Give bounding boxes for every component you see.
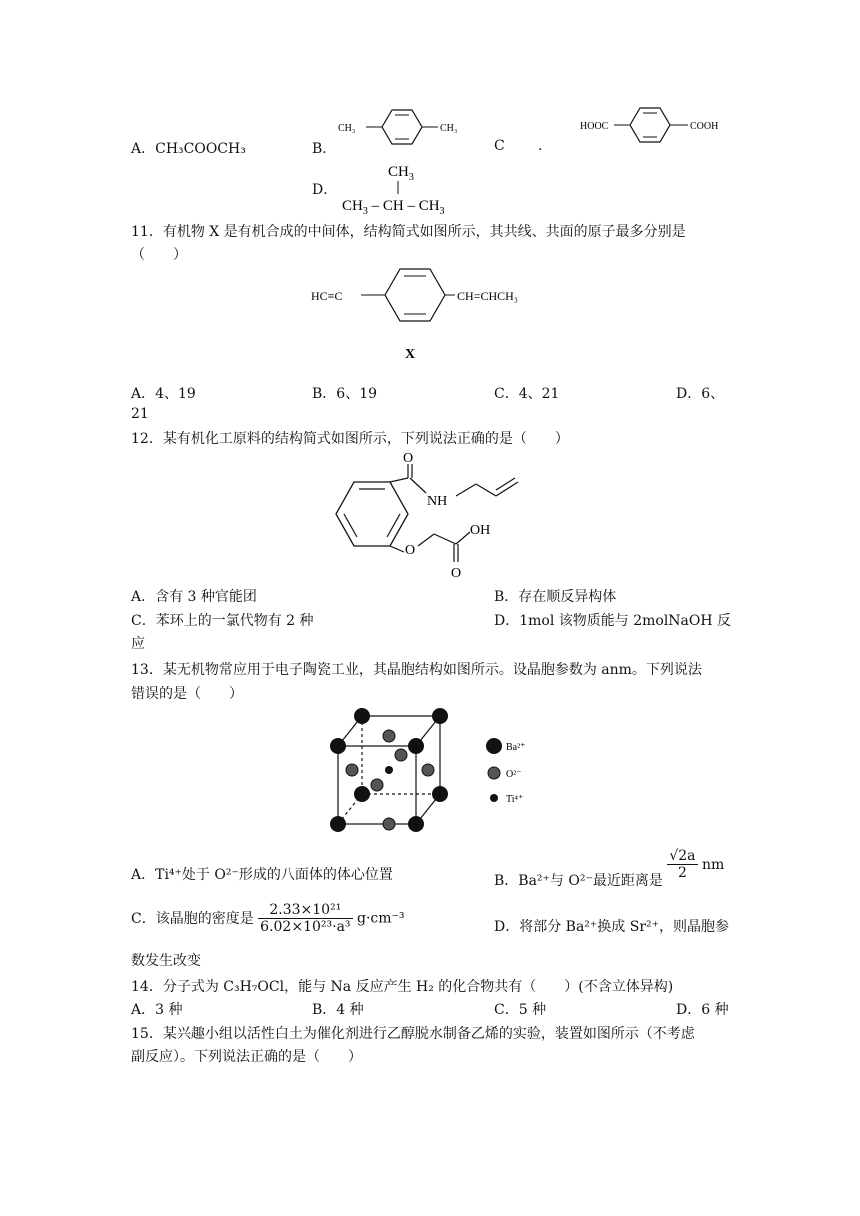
q13-b-fraction bbox=[667, 848, 697, 881]
q13-c-denominator: 6.02×10²³·a³ bbox=[260, 919, 351, 935]
q13-option-d-wrap: 数发生改变 bbox=[131, 953, 201, 969]
q13-b-text: B．Ba²⁺与 O²⁻最近距离是 bbox=[494, 872, 663, 889]
c-right-group: COOH bbox=[690, 121, 719, 132]
svg-text:CH3 – CH – CH3: $CH_3$ – CH – $CH_3$ bbox=[342, 198, 445, 216]
atom-o-ether: O bbox=[405, 543, 416, 558]
q13-c-unit: g·cm⁻³ bbox=[356, 910, 405, 927]
q11-stem-line2: （ ） bbox=[131, 247, 187, 263]
q10-option-c-structure bbox=[578, 100, 738, 150]
q10-option-b-label: B． bbox=[312, 141, 337, 157]
q13-c-text: C．该晶胞的密度是 bbox=[131, 910, 254, 927]
legend-ba: Ba²⁺ bbox=[506, 742, 526, 753]
q12-option-c: C．苯环上的一氯代物有 2 种 bbox=[131, 613, 314, 629]
atom-nh: NH bbox=[427, 494, 448, 509]
q12-option-b: B．存在顺反异构体 bbox=[494, 589, 617, 605]
d-ch-b: CH bbox=[382, 198, 404, 214]
legend-ti: Ti⁴⁺ bbox=[506, 794, 524, 805]
d-sub-a: 3 bbox=[362, 206, 368, 216]
q13-stem-line2: 错误的是（ ） bbox=[131, 686, 243, 702]
q12-structure bbox=[320, 444, 540, 584]
q12-option-d-wrap: 应 bbox=[131, 636, 145, 652]
q13-b-numerator: √2a bbox=[669, 848, 696, 864]
b-right-group: CH₃ bbox=[440, 123, 458, 134]
d-ch-c: CH bbox=[418, 198, 440, 214]
q10-option-a: A．CH₃COOCH₃ bbox=[131, 141, 246, 157]
b-left-group: CH₃ bbox=[338, 123, 356, 134]
c-left-group: HOOC bbox=[580, 121, 609, 132]
q14-option-a: A．3 种 bbox=[131, 1002, 183, 1018]
q13-c-fraction bbox=[258, 902, 352, 935]
q11-option-c: C．4、21 bbox=[494, 386, 560, 402]
q13-crystal-cell bbox=[322, 700, 542, 842]
q10-option-d-label: D． bbox=[312, 182, 338, 198]
q12-stem: 12．某有机化工原料的结构简式如图所示，下列说法正确的是（ ） bbox=[131, 431, 569, 447]
q14-stem: 14．分子式为 C₃H₇OCl，能与 Na 反应产生 H₂ 的化合物共有（ ）(不含立体异构) bbox=[131, 979, 674, 995]
q13-option-a: A．Ti⁴⁺处于 O²⁻形成的八面体的体心位置 bbox=[131, 867, 393, 883]
q11-option-d: D．6、 bbox=[676, 386, 725, 402]
q11-option-d-wrap: 21 bbox=[131, 406, 149, 422]
q13-option-c bbox=[131, 902, 405, 935]
q11-stem-line1: 11．有机物 X 是有机合成的中间体，结构简式如图所示，其共线、共面的原子最多分别是 bbox=[131, 224, 686, 240]
q11-structure-x bbox=[305, 262, 565, 362]
atom-o-bottom: O bbox=[451, 566, 462, 581]
q12-option-a: A．含有 3 种官能团 bbox=[131, 589, 257, 605]
q14-option-b: B．4 种 bbox=[312, 1002, 364, 1018]
svg-text:CH3 bbox=[388, 164, 414, 183]
q15-stem-line1: 15．某兴趣小组以活性白土为催化剂进行乙醇脱水制备乙烯的实验，装置如图所示（不考虑 bbox=[131, 1026, 695, 1042]
q13-b-unit: nm bbox=[701, 856, 725, 873]
d-top-sub: 3 bbox=[408, 172, 414, 183]
atom-oh: OH bbox=[470, 523, 491, 538]
x-label: X bbox=[405, 347, 416, 362]
atom-o-top: O bbox=[403, 451, 414, 466]
q10-option-c-label: C bbox=[494, 138, 505, 154]
q13-b-denominator: 2 bbox=[677, 865, 687, 881]
q14-option-d: D．6 种 bbox=[676, 1002, 729, 1018]
q13-c-numerator: 2.33×10²¹ bbox=[258, 902, 352, 919]
q13-option-b bbox=[494, 848, 725, 889]
d-sub-c: 3 bbox=[439, 206, 445, 216]
q10-option-c-dot: . bbox=[538, 138, 543, 154]
q10-option-d-structure bbox=[336, 160, 476, 216]
legend-o: O²⁻ bbox=[506, 769, 522, 780]
x-left-group: HC≡C bbox=[311, 289, 343, 303]
q11-option-b: B．6、19 bbox=[312, 386, 378, 402]
d-ch-a: CH bbox=[342, 198, 363, 214]
q13-stem-line1: 13．某无机物常应用于电子陶瓷工业，其晶胞结构如图所示。设晶胞参数为 anm。下列说法 bbox=[131, 662, 702, 678]
q12-option-d: D．1mol 该物质能与 2molNaOH 反 bbox=[494, 613, 732, 629]
d-top-ch: CH bbox=[388, 164, 409, 180]
q15-stem-line2: 副反应）。下列说法正确的是（ ） bbox=[131, 1049, 362, 1065]
q10-option-b-structure bbox=[336, 102, 476, 152]
q11-option-a: A．4、19 bbox=[131, 386, 196, 402]
q13-option-d: D．将部分 Ba²⁺换成 Sr²⁺，则晶胞参 bbox=[494, 919, 730, 935]
x-right-group: CH=CHCH₃ bbox=[457, 289, 518, 303]
q14-option-c: C．5 种 bbox=[494, 1002, 547, 1018]
